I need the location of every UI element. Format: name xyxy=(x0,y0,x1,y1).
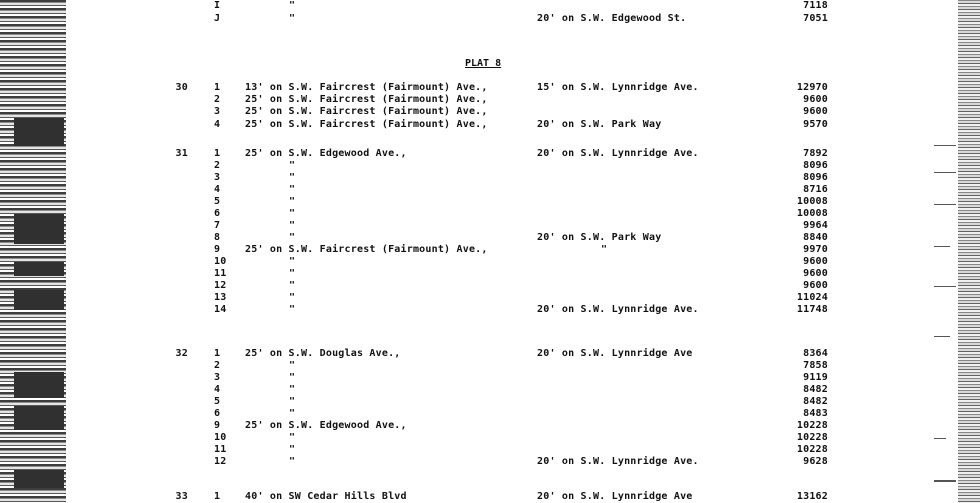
assessed-value: 10228 xyxy=(796,444,828,455)
frontage-text: 13' on S.W. Faircrest (Fairmount) Ave., xyxy=(245,82,488,93)
assessed-value: 9600 xyxy=(803,106,828,117)
frontage-text: " xyxy=(289,196,296,207)
assessed-value: 8482 xyxy=(803,384,828,395)
lot-number: 1 xyxy=(214,348,221,359)
side-frontage-text: " xyxy=(601,244,608,255)
assessed-value: 8840 xyxy=(803,232,828,243)
frontage-text: " xyxy=(289,13,296,24)
lot-number: 1 xyxy=(214,491,221,502)
assessed-value: 11748 xyxy=(796,304,828,315)
side-frontage-text: 20' on S.W. Lynnridge Ave xyxy=(537,348,693,359)
scan-edge-left xyxy=(0,0,66,503)
margin-mark xyxy=(934,480,956,482)
assessed-value: 7118 xyxy=(803,0,828,11)
lot-number: 10 xyxy=(214,432,227,443)
frontage-text: 25' on S.W. Faircrest (Fairmount) Ave., xyxy=(245,106,488,117)
assessed-value: 9570 xyxy=(803,119,828,130)
frontage-text: " xyxy=(289,456,296,467)
assessed-value: 9119 xyxy=(803,372,828,383)
assessed-value: 7892 xyxy=(803,148,828,159)
assessed-value: 8096 xyxy=(803,160,828,171)
lot-number: 11 xyxy=(214,268,227,279)
assessed-value: 9964 xyxy=(803,220,828,231)
block-number: 31 xyxy=(175,148,188,159)
frontage-text: 40' on SW Cedar Hills Blvd xyxy=(245,491,407,502)
assessed-value: 8483 xyxy=(803,408,828,419)
assessed-value: 8096 xyxy=(803,172,828,183)
frontage-text: " xyxy=(289,184,296,195)
lot-number: 4 xyxy=(214,184,221,195)
assessed-value: 8716 xyxy=(803,184,828,195)
lot-number: 12 xyxy=(214,280,227,291)
lot-number: 5 xyxy=(214,196,221,207)
frontage-text: " xyxy=(289,304,296,315)
plat-heading: PLAT 8 xyxy=(465,58,502,69)
assessed-value: 10008 xyxy=(796,196,828,207)
side-frontage-text: 20' on S.W. Lynnridge Ave xyxy=(537,491,693,502)
side-frontage-text: 20' on S.W. Lynnridge Ave. xyxy=(537,456,699,467)
frontage-text: " xyxy=(289,208,296,219)
frontage-text: 25' on S.W. Faircrest (Fairmount) Ave., xyxy=(245,119,488,130)
lot-number: 1 xyxy=(214,148,221,159)
frontage-text: " xyxy=(289,256,296,267)
margin-mark xyxy=(934,145,956,146)
side-frontage-text: 15' on S.W. Lynnridge Ave. xyxy=(537,82,699,93)
side-frontage-text: 20' on S.W. Lynnridge Ave. xyxy=(537,148,699,159)
frontage-text: 25' on S.W. Faircrest (Fairmount) Ave., xyxy=(245,244,488,255)
block-number: 33 xyxy=(175,491,188,502)
assessed-value: 10008 xyxy=(796,208,828,219)
frontage-text: 25' on S.W. Douglas Ave., xyxy=(245,348,401,359)
lot-number: 1 xyxy=(214,82,221,93)
frontage-text: " xyxy=(289,396,296,407)
lot-number: 6 xyxy=(214,208,221,219)
frontage-text: 25' on S.W. Edgewood Ave., xyxy=(245,148,407,159)
lot-number: 6 xyxy=(214,408,221,419)
side-frontage-text: 20' on S.W. Park Way xyxy=(537,232,662,243)
lot-number: 3 xyxy=(214,106,221,117)
assessed-value: 9628 xyxy=(803,456,828,467)
lot-number: 7 xyxy=(214,220,221,231)
lot-number: 11 xyxy=(214,444,227,455)
lot-number: 2 xyxy=(214,360,221,371)
assessed-value: 9600 xyxy=(803,268,828,279)
assessed-value: 9600 xyxy=(803,280,828,291)
lot-number: 3 xyxy=(214,372,221,383)
frontage-text: 25' on S.W. Faircrest (Fairmount) Ave., xyxy=(245,94,488,105)
assessed-value: 8482 xyxy=(803,396,828,407)
block-number: 32 xyxy=(175,348,188,359)
margin-mark xyxy=(934,438,946,439)
assessed-value: 10228 xyxy=(796,420,828,431)
margin-mark xyxy=(934,204,956,205)
lot-number: 14 xyxy=(214,304,227,315)
lot-number: 5 xyxy=(214,396,221,407)
margin-mark xyxy=(934,246,950,247)
frontage-text: " xyxy=(289,384,296,395)
frontage-text: " xyxy=(289,444,296,455)
frontage-text: " xyxy=(289,232,296,243)
frontage-text: " xyxy=(289,0,296,11)
lot-number: 2 xyxy=(214,94,221,105)
margin-mark xyxy=(934,286,956,287)
frontage-text: " xyxy=(289,268,296,279)
assessed-value: 7051 xyxy=(803,13,828,24)
frontage-text: " xyxy=(289,280,296,291)
assessed-value: 11024 xyxy=(796,292,828,303)
block-number: 30 xyxy=(175,82,188,93)
lot-number: 9 xyxy=(214,244,221,255)
margin-mark xyxy=(934,336,950,337)
frontage-text: " xyxy=(289,160,296,171)
frontage-text: " xyxy=(289,292,296,303)
assessed-value: 7858 xyxy=(803,360,828,371)
lot-number: I xyxy=(214,0,221,11)
assessed-value: 9600 xyxy=(803,256,828,267)
side-frontage-text: 20' on S.W. Edgewood St. xyxy=(537,13,687,24)
assessed-value: 12970 xyxy=(796,82,828,93)
frontage-text: " xyxy=(289,360,296,371)
frontage-text: " xyxy=(289,372,296,383)
assessed-value: 8364 xyxy=(803,348,828,359)
frontage-text: 25' on S.W. Edgewood Ave., xyxy=(245,420,407,431)
lot-number: J xyxy=(214,13,221,24)
lot-number: 4 xyxy=(214,384,221,395)
assessed-value: 13162 xyxy=(796,491,828,502)
margin-mark xyxy=(934,172,956,173)
lot-number: 12 xyxy=(214,456,227,467)
lot-number: 3 xyxy=(214,172,221,183)
assessed-value: 9970 xyxy=(803,244,828,255)
assessed-value: 9600 xyxy=(803,94,828,105)
lot-number: 9 xyxy=(214,420,221,431)
lot-number: 2 xyxy=(214,160,221,171)
side-frontage-text: 20' on S.W. Park Way xyxy=(537,119,662,130)
side-frontage-text: 20' on S.W. Lynnridge Ave. xyxy=(537,304,699,315)
frontage-text: " xyxy=(289,220,296,231)
frontage-text: " xyxy=(289,408,296,419)
scan-edge-right xyxy=(958,0,980,503)
frontage-text: " xyxy=(289,432,296,443)
assessed-value: 10228 xyxy=(796,432,828,443)
lot-number: 10 xyxy=(214,256,227,267)
lot-number: 8 xyxy=(214,232,221,243)
lot-number: 4 xyxy=(214,119,221,130)
frontage-text: " xyxy=(289,172,296,183)
lot-number: 13 xyxy=(214,292,227,303)
